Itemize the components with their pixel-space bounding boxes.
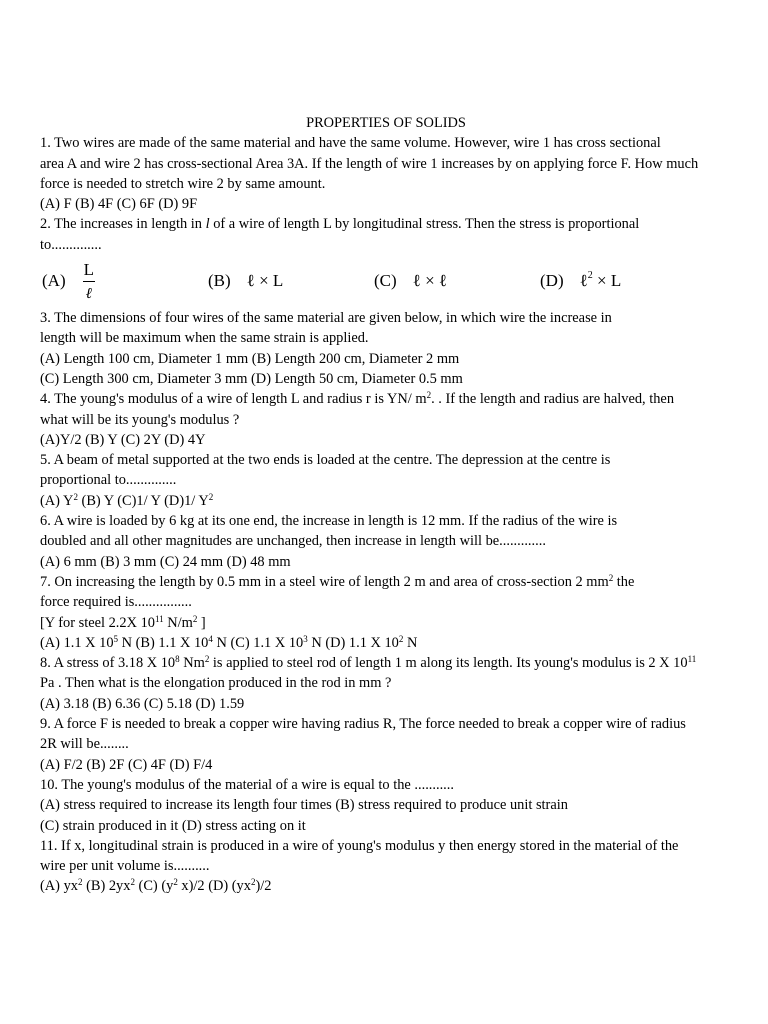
question-text: 1. Two wires are made of the same material and have the same volume. However, wire 1 has cross sectional xyxy=(40,135,661,152)
question-4 xyxy=(40,389,740,450)
question-text: 5. A beam of metal supported at the two ends is loaded at the centre. The depression at the centre is xyxy=(40,452,611,469)
question-2 xyxy=(40,214,740,306)
question-text: 2R will be........ xyxy=(40,736,129,753)
option-d: (D) ℓ$^2$ × L xyxy=(540,269,622,290)
question-9 xyxy=(40,714,740,775)
page-title: PROPERTIES OF SOLIDS xyxy=(306,115,466,131)
document-page xyxy=(40,113,740,897)
question-1 xyxy=(40,133,740,214)
option-a: (A) $\frac{L}{\text{ℓ}}$ xyxy=(42,259,94,302)
question-3 xyxy=(40,308,740,389)
option-b: (B) ℓ × L xyxy=(208,270,284,290)
question-text: wire per unit volume is.......... xyxy=(40,858,210,875)
question-text: length will be maximum when the same strain is applied. xyxy=(40,330,369,347)
question-10 xyxy=(40,775,740,836)
question-options: (A)Y/2 (B) Y (C) 2Y (D) 4Y xyxy=(40,431,206,448)
question-options: (A) F (B) 4F (C) 6F (D) 9F xyxy=(40,196,198,213)
question-options: (A) $Y^2$ (B) Y (C)1/ Y (D)1/ $Y^2$ xyxy=(40,491,214,509)
question-text: force is needed to stretch wire 2 by same amount. xyxy=(40,175,326,192)
question-options: (A) $yx^2$ (B) $2yx^2$ (C) ($y^2$ x)/2 (D) $(yx^2)/2$ xyxy=(40,877,272,895)
question-options: (A) 1.1 X $10^5$ N (B) 1.1 X $10^4$ N (C) 1.1 X $10^3$ N (D) 1.1 X $10^2$ N xyxy=(40,633,418,651)
question-text: what will be its young's modulus ? xyxy=(40,411,240,428)
question-text: area A and wire 2 has cross-sectional Area 3A. If the length of wire 1 increases by on applying force F. How much xyxy=(40,155,699,172)
fraction-bar xyxy=(83,281,95,282)
fraction: $\frac{L}{\text{ℓ}}$ xyxy=(83,259,94,302)
question-options-math xyxy=(40,256,740,306)
question-options: (A) stress required to increase its length four times (B) stress required to produce unit strain xyxy=(40,797,568,814)
question-text: doubled and all other magnitudes are unchanged, then increase in length will be............. xyxy=(40,533,546,550)
question-options: (A) F/2 (B) 2F (C) 4F (D) F/4 xyxy=(40,756,213,773)
question-options: (A) 6 mm (B) 3 mm (C) 24 mm (D) 48 mm xyxy=(40,553,291,570)
question-text: 3. The dimensions of four wires of the same material are given below, in which wire the increase in xyxy=(40,310,612,327)
question-text: 8. A stress of 3.18 X $10^8$ Nm$^2$ is applied to steel rod of length 1 m along its length. Its young's modulus is 2 X $10^{11}$ xyxy=(40,654,697,672)
question-text: 2. The increases in length in l of a wire of length L by longitudinal stress. Then the stress is proportional xyxy=(40,216,640,233)
question-text: 11. If x, longitudinal strain is produced in a wire of young's modulus y then energy stored in the material of the xyxy=(40,837,679,854)
question-text: Pa . Then what is the elongation produced in the rod in mm ? xyxy=(40,675,392,692)
question-options: (C) strain produced in it (D) stress acting on it xyxy=(40,817,306,834)
question-text: 7. On increasing the length by 0.5 mm in a steel wire of length 2 m and area of cross-section 2 $mm^2$ the xyxy=(40,572,635,590)
question-8 xyxy=(40,653,740,714)
question-options: (A) Length 100 cm, Diameter 1 mm (B) Length 200 cm, Diameter 2 mm xyxy=(40,350,460,367)
question-text: 4. The young's modulus of a wire of length L and radius r is YN/ $m^2$. . If the length and radius are halved, then xyxy=(40,390,675,408)
question-text: 10. The young's modulus of the material of a wire is equal to the ........... xyxy=(40,776,454,793)
question-6 xyxy=(40,511,740,572)
question-options: (C) Length 300 cm, Diameter 3 mm (D) Length 50 cm, Diameter 0.5 mm xyxy=(40,370,463,387)
question-text: to.............. xyxy=(40,236,102,253)
question-given: [Y for steel 2.2X $10^{11}$ $N/m^2$ ] xyxy=(40,613,206,631)
question-text: force required is................ xyxy=(40,594,192,611)
question-text: 6. A wire is loaded by 6 kg at its one end, the increase in length is 12 mm. If the radius of the wire is xyxy=(40,513,618,530)
question-7 xyxy=(40,572,740,653)
question-text: 9. A force F is needed to break a copper wire having radius R, The force needed to break a copper wire of radius xyxy=(40,716,686,733)
question-5 xyxy=(40,450,740,511)
length-symbol: l xyxy=(205,216,210,233)
question-options: (A) 3.18 (B) 6.36 (C) 5.18 (D) 1.59 xyxy=(40,695,245,712)
option-c: (C) ℓ × ℓ xyxy=(374,270,448,290)
question-11 xyxy=(40,836,740,897)
question-text: proportional to.............. xyxy=(40,472,177,489)
